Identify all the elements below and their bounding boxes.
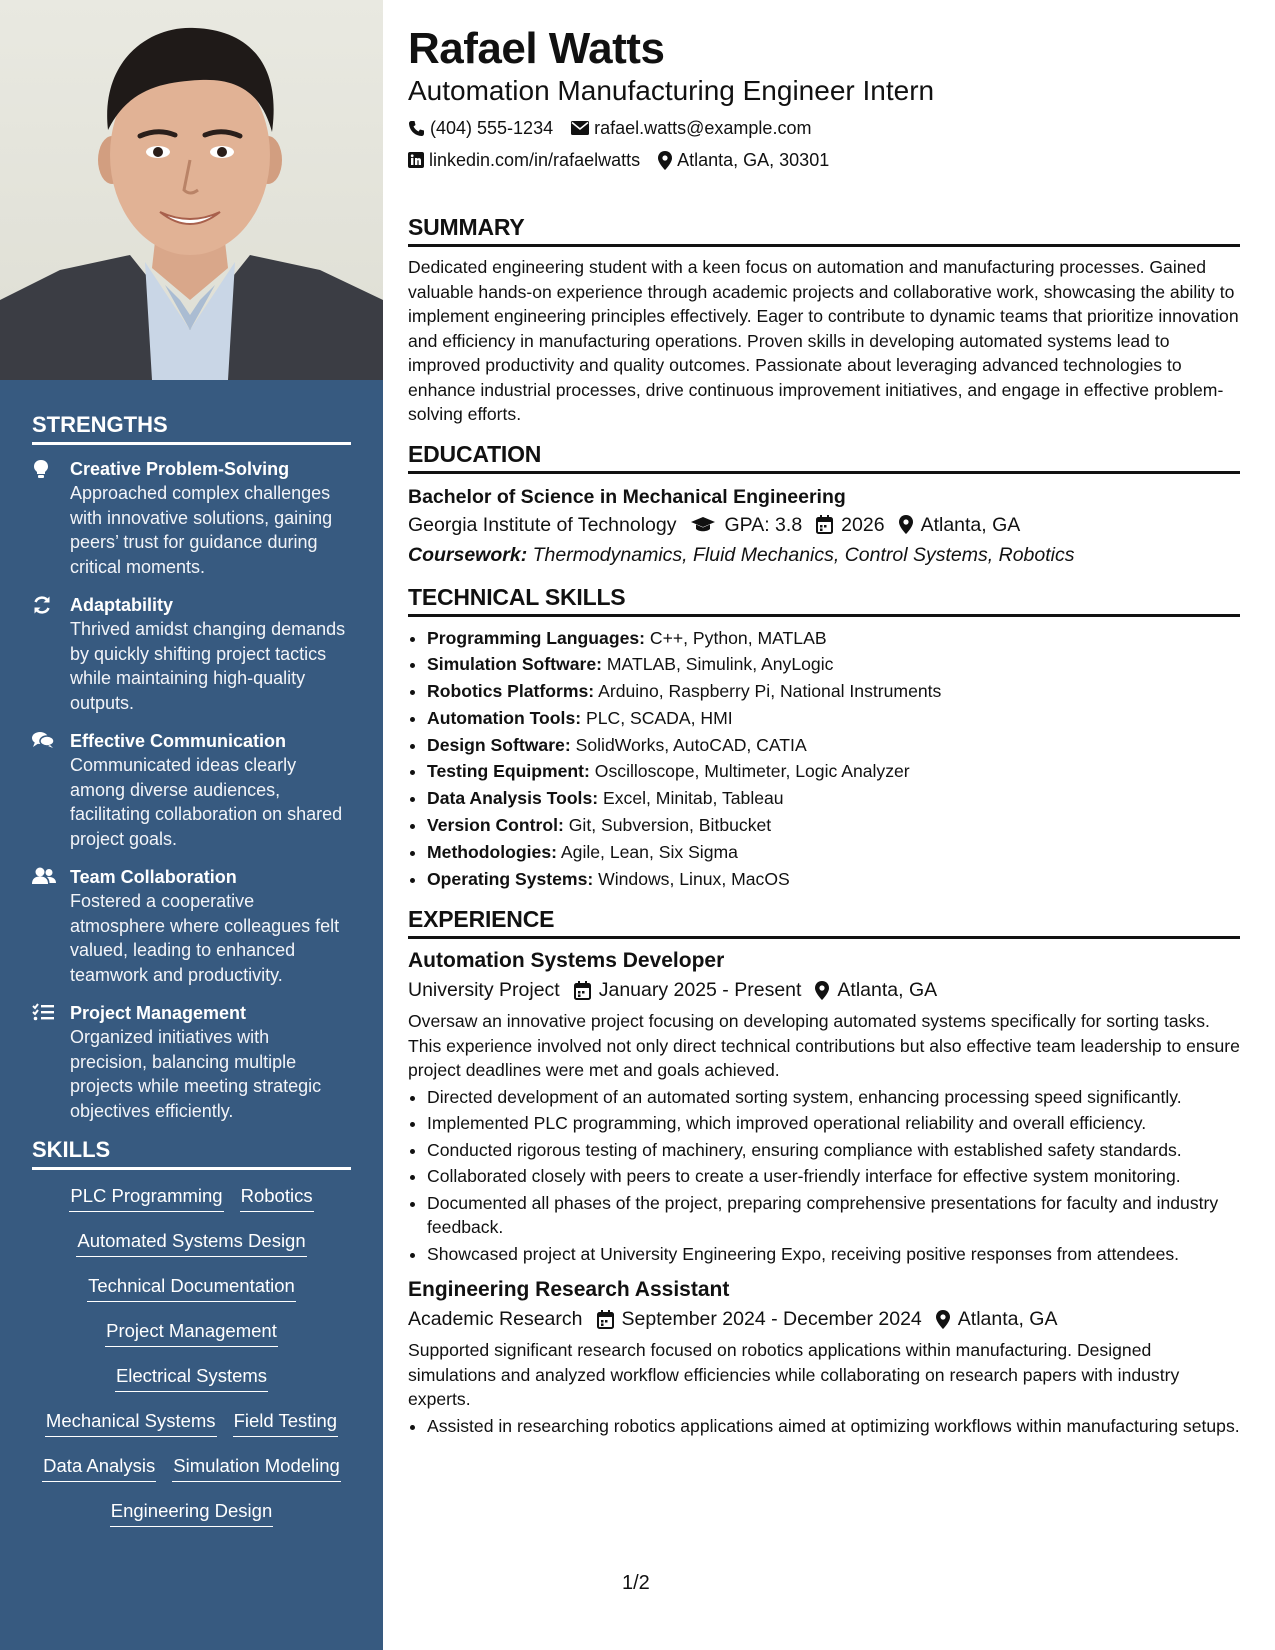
skill-tag: Electrical Systems xyxy=(115,1364,268,1392)
skill-tag: Project Management xyxy=(105,1319,278,1347)
location-text: Atlanta, GA xyxy=(920,513,1021,536)
candidate-name: Rafael Watts xyxy=(408,24,665,73)
task-list-icon xyxy=(32,1001,70,1123)
email-text: rafael.watts@example.com xyxy=(594,118,812,138)
strength-desc: Communicated ideas clearly among diverse audiences, facilitating collaboration on shared project goals. xyxy=(70,755,343,849)
strength-item xyxy=(32,593,351,715)
coursework xyxy=(408,540,1240,570)
strength-desc: Approached complex challenges with innovative solutions, gaining peers’ trust for guidance during critical moments. xyxy=(70,483,333,577)
job-summary: Supported significant research focused on robotics applications within manufacturing. Designed simulations and analyzed workflow efficiencies while collaborating on research papers with industry experts. xyxy=(408,1340,1180,1410)
skills-section xyxy=(0,1137,383,1529)
strength-title: Project Management xyxy=(70,1003,247,1023)
job-summary: Oversaw an innovative project focusing on developing automated systems specifically for sorting tasks. This experience involved not only direct technical contributions but also effective team leadership to ensure project deadlines were met and goals achieved. xyxy=(408,1011,1240,1081)
linkedin-contact[interactable] xyxy=(408,148,640,172)
refresh-icon xyxy=(32,593,70,715)
list-item: • Assisted in researching robotics applications aimed at optimizing workflows within manufacturing setups. xyxy=(427,1414,1240,1439)
list-item: • Simulation Software: MATLAB, Simulink, AnyLogic xyxy=(427,651,1240,678)
lightbulb-icon xyxy=(32,457,70,579)
list-item: • Directed development of an automated sorting system, enhancing processing speed significantly. xyxy=(427,1085,1240,1110)
job-dates: September 2024 - December 2024 xyxy=(597,1304,922,1334)
email-contact[interactable] xyxy=(571,116,811,140)
education-location xyxy=(899,510,1021,540)
gpa-text: GPA: 3.8 xyxy=(724,513,803,536)
list-item: • Operating Systems: Windows, Linux, MacOS xyxy=(427,866,1240,893)
list-item: • Robotics Platforms: Arduino, Raspberry Pi, National Instruments xyxy=(427,678,1240,705)
job-location: Atlanta, GA xyxy=(815,975,937,1005)
graduation-year xyxy=(816,510,884,540)
list-item: • Conducted rigorous testing of machinery, ensuring compliance with established safety standards. xyxy=(427,1138,1240,1163)
job-meta xyxy=(408,1304,1240,1334)
candidate-role: Automation Manufacturing Engineer Intern xyxy=(408,75,935,106)
skill-tag: Engineering Design xyxy=(110,1499,273,1527)
phone-icon xyxy=(408,120,425,137)
sidebar xyxy=(0,0,383,1650)
job-title: Engineering Research Assistant xyxy=(408,1278,730,1302)
calendar-icon xyxy=(816,515,833,534)
list-item: • Automation Tools: PLC, SCADA, HMI xyxy=(427,705,1240,732)
page-number: 1/2 xyxy=(622,1572,650,1594)
location-text: Atlanta, GA, 30301 xyxy=(677,150,830,170)
location-contact xyxy=(658,148,829,172)
job-bullets xyxy=(408,1085,1240,1267)
list-item: • Showcased project at University Engineering Expo, receiving positive responses from attendees. xyxy=(427,1242,1240,1267)
list-item: • Programming Languages: C++, Python, MATLAB xyxy=(427,625,1240,652)
education-meta xyxy=(408,510,1240,540)
list-item: • Documented all phases of the project, preparing comprehensive presentations for faculty and industry feedback. xyxy=(427,1191,1240,1240)
main-content xyxy=(408,22,1240,1440)
calendar-icon xyxy=(597,1310,614,1329)
degree-title: Bachelor of Science in Mechanical Engineering xyxy=(408,485,846,508)
list-item: • Design Software: SolidWorks, AutoCAD, CATIA xyxy=(427,732,1240,759)
list-item: • Collaborated closely with peers to create a user-friendly interface for effective system monitoring. xyxy=(427,1164,1240,1189)
map-pin-icon xyxy=(658,151,672,170)
linkedin-icon xyxy=(408,152,424,168)
job-bullets xyxy=(408,1414,1240,1439)
strength-item xyxy=(32,865,351,987)
strength-title: Effective Communication xyxy=(70,731,287,751)
map-pin-icon xyxy=(899,515,913,534)
strength-title: Creative Problem-Solving xyxy=(70,459,290,479)
skill-tag: Simulation Modeling xyxy=(172,1454,341,1482)
strength-desc: Organized initiatives with precision, balancing multiple projects while meeting strategic objectives efficiently. xyxy=(70,1027,322,1121)
strengths-section xyxy=(0,412,383,1123)
skill-tag: PLC Programming xyxy=(69,1184,223,1212)
skill-tag: Robotics xyxy=(240,1184,314,1212)
calendar-icon xyxy=(574,981,591,1000)
year-text: 2026 xyxy=(841,513,885,536)
profile-photo xyxy=(0,0,383,380)
technical-skills-list xyxy=(408,625,1240,893)
linkedin-text: linkedin.com/in/rafaelwatts xyxy=(429,150,641,170)
coursework-list: Thermodynamics, Fluid Mechanics, Control Systems, Robotics xyxy=(532,543,1075,566)
education-heading: EDUCATION xyxy=(408,441,1240,474)
list-item: • Data Analysis Tools: Excel, Minitab, Tableau xyxy=(427,785,1240,812)
list-item: • Testing Equipment: Oscilloscope, Multimeter, Logic Analyzer xyxy=(427,758,1240,785)
skill-tag: Field Testing xyxy=(233,1409,339,1437)
envelope-icon xyxy=(571,121,589,135)
job-org: Academic Research xyxy=(408,1308,583,1331)
summary-section xyxy=(408,214,1240,427)
technical-skills-section xyxy=(408,584,1240,893)
phone-text: (404) 555-1234 xyxy=(430,118,554,138)
strength-desc: Fostered a cooperative atmosphere where colleagues felt valued, leading to enhanced teamwork and productivity. xyxy=(70,891,340,985)
job-org: University Project xyxy=(408,979,560,1002)
skill-tag: Data Analysis xyxy=(42,1454,156,1482)
chat-bubbles-icon xyxy=(32,729,70,851)
contact-row xyxy=(408,148,1240,172)
job-dates: January 2025 - Present xyxy=(574,975,802,1005)
strength-item xyxy=(32,1001,351,1123)
school-name xyxy=(408,510,676,540)
list-item: • Methodologies: Agile, Lean, Six Sigma xyxy=(427,839,1240,866)
gpa xyxy=(690,510,802,540)
strengths-heading: STRENGTHS xyxy=(32,412,351,445)
summary-heading: SUMMARY xyxy=(408,214,1240,247)
experience-section xyxy=(408,906,1240,1438)
job-location: Atlanta, GA xyxy=(936,1304,1058,1334)
experience-heading: EXPERIENCE xyxy=(408,906,1240,939)
list-item: • Implemented PLC programming, which improved operational reliability and overall efficiency. xyxy=(427,1111,1240,1136)
strength-title: Adaptability xyxy=(70,595,174,615)
phone-contact[interactable] xyxy=(408,116,553,140)
job-meta xyxy=(408,975,1240,1005)
technical-skills-heading: TECHNICAL SKILLS xyxy=(408,584,1240,617)
strength-desc: Thrived amidst changing demands by quickly shifting project tactics while maintaining high-quality outputs. xyxy=(70,619,346,713)
strength-item xyxy=(32,729,351,851)
list-item: • Version Control: Git, Subversion, Bitbucket xyxy=(427,812,1240,839)
users-icon xyxy=(32,865,70,987)
skill-tag: Technical Documentation xyxy=(87,1274,296,1302)
job-title: Automation Systems Developer xyxy=(408,949,725,973)
education-section xyxy=(408,441,1240,570)
skill-tag: Automated Systems Design xyxy=(76,1229,306,1257)
map-pin-icon xyxy=(815,981,829,1000)
coursework-label: Coursework: xyxy=(408,543,528,566)
strength-item xyxy=(32,457,351,579)
strength-title: Team Collaboration xyxy=(70,867,237,887)
summary-text: Dedicated engineering student with a keen focus on automation and manufacturing processes. Gained valuable hands-on experience through academic projects and collaborative work, showcasing the ability to implement engineering principles effectively. Eager to contribute to dynamic teams that prioritize innovation and efficiency in manufacturing operations. Proven skills in developing automated systems lead to improved productivity and quality outcomes. Passionate about leveraging advanced technologies to enhance industrial processes, drive continuous improvement initiatives, and engage in effective problem-solving efforts. xyxy=(408,257,1239,424)
skills-heading: SKILLS xyxy=(32,1137,351,1170)
skill-tag: Mechanical Systems xyxy=(45,1409,217,1437)
graduation-cap-icon xyxy=(690,516,716,534)
contact-row xyxy=(408,116,1240,140)
map-pin-icon xyxy=(936,1310,950,1329)
school-text: Georgia Institute of Technology xyxy=(408,513,677,536)
